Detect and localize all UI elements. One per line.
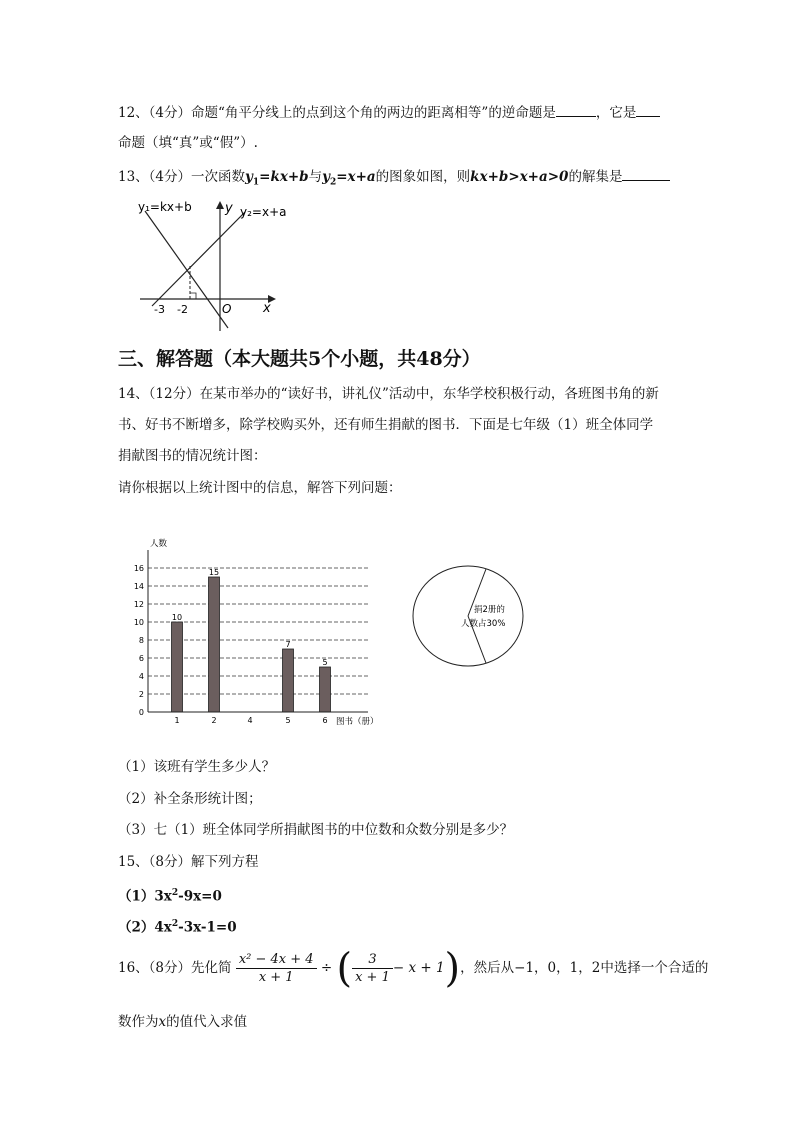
q13-line [118,166,670,193]
q15-eq1-sup: 2 [171,888,179,898]
q13-y2-expr: =x+a [336,169,376,185]
q14-sub1: （1）该班有学生多少人？ [118,759,276,775]
bar-2 [209,577,220,712]
q15-eq2-post: -3x-1=0 [178,919,237,936]
q12-blank-2[interactable] [636,102,660,117]
bar-value-label: 5 [322,658,328,667]
q16-right-paren: ) [444,945,461,992]
q13-y2-var: y [322,169,330,185]
graph-y-arrow [216,201,224,209]
q16-suffix: ，然后从−1，0，1，2中选择一个合适的 [460,960,709,976]
q13-y1-expr: =kx+b [259,169,309,185]
bar-y-tick-label: 8 [138,636,144,645]
section-3-heading: 三、解答题（本大题共5个小题，共48分） [118,348,481,370]
pie-label-line1: 捐2册的 [474,605,505,615]
bar-x-tick-label: 5 [285,716,291,725]
bar-x-tick-label: 1 [174,716,180,725]
bar-6 [320,667,331,712]
graph-axis-x-label: x [263,301,271,316]
bar-value-label: 7 [285,640,291,649]
graph-origin-label: O [222,302,232,316]
q15-eq1-pre: （1）3x [118,888,172,905]
q16-frac1-num: x² − 4x + 4 [236,951,317,969]
q16-divide: ÷ [320,960,333,976]
graph-line-y2 [152,212,245,306]
q13-mid2: 的图象如图，则 [375,169,471,185]
q16-prefix: 16、（8分）先化简 [118,960,232,976]
q12-blank-1[interactable] [556,102,596,117]
q15-eq2-pre: （2）4x [118,919,172,936]
bar-y-tick-label: 0 [138,708,144,717]
bar-x-label: 图书（册） [336,717,379,727]
q13-suffix: 的解集是 [568,169,623,185]
q16-line1 [118,945,709,992]
q13-blank[interactable] [622,166,670,181]
q13-mid: 与 [308,169,323,185]
q13-y1-sub: 1 [252,177,260,188]
bar-x-tick-label: 4 [247,716,253,725]
q16-frac2-den: x + 1 [355,970,390,985]
bar-y-tick-label: 6 [138,654,144,663]
bar-y-tick-label: 10 [133,618,144,627]
q14-sub3: （3）七（1）班全体同学所捐献图书的中位数和众数分别是多少？ [118,822,514,838]
q15-eq1 [118,883,222,907]
q15-eq2 [118,914,237,938]
q14-line4: 请你根据以上统计图中的信息，解答下列问题： [118,480,402,496]
q16-line2 [118,1012,247,1032]
bar-y-tick-label: 12 [133,600,144,609]
bar-1 [172,622,183,712]
bar-x-tick-label: 6 [322,716,328,725]
q16-fraction-1 [236,951,317,986]
q12-line1 [118,102,660,123]
graph-tick-minus2: -2 [177,303,188,316]
q16-var-x: x [158,1014,167,1030]
pie-chart [406,560,532,672]
bar-value-label: 15 [208,568,220,577]
bar-y-tick-label: 14 [133,582,144,591]
q14-line2: 书、好书不断增多，除学校购买外，还有师生捐献的图书．下面是七年级（1）班全体同学 [118,417,654,433]
q16-fraction-2 [352,951,393,986]
q16-line2-b: 的值代入求值 [166,1014,248,1030]
q14-sub2: （2）补全条形统计图； [118,791,262,807]
q12-line2 [118,133,258,153]
q14-line1: 14、（12分）在某市举办的“读好书，讲礼仪”活动中，东华学校积极行动，各班图书角的新 [118,386,659,402]
q15-eq1-post: -9x=0 [178,888,222,905]
graph-label-y1: y₁=kx+b [138,200,192,214]
bar-y-tick-label: 4 [138,672,144,681]
q16-left-paren: ( [336,945,353,992]
bar-value-label: 10 [171,613,183,622]
bar-y-tick-label: 2 [138,690,144,699]
q16-tail: − x + 1 [392,960,445,976]
bar-x-tick-label: 2 [211,716,217,725]
q12-text-c: 命题（填“真”或“假”）. [118,135,258,151]
q16-line2-a: 数作为 [118,1014,159,1030]
q13-prefix: 13、（4分）一次函数 [118,169,246,185]
q13-y2-sub: 2 [329,177,337,188]
graph-tick-minus3: -3 [154,303,165,316]
q15-eq2-sup: 2 [171,919,179,929]
pie-label-line2: 人数占30% [461,619,506,629]
graph-right-angle [190,293,196,299]
graph-label-y2: y₂=x+a [240,205,287,219]
q13-inequality: kx+b>x+a>0 [470,169,569,185]
q14-line3: 捐献图书的情况统计图： [118,448,267,464]
graph-axis-y-label: y [225,201,233,216]
q16-frac1-den: x + 1 [258,970,294,985]
bar-5 [283,649,294,712]
q16-frac2-num: 3 [352,951,393,969]
bar-y-label: 人数 [150,539,168,549]
q13-graph [130,196,287,336]
q12-text-b: ，它是 [595,105,637,121]
q15-title: 15、（8分）解下列方程 [118,854,259,870]
q12-text-a: 12、（4分）命题“角平分线上的点到这个角的两边的距离相等”的逆命题是 [118,105,556,121]
bar-chart [128,530,388,730]
bar-y-tick-label: 16 [133,564,144,573]
q13-y1-var: y [245,169,253,185]
